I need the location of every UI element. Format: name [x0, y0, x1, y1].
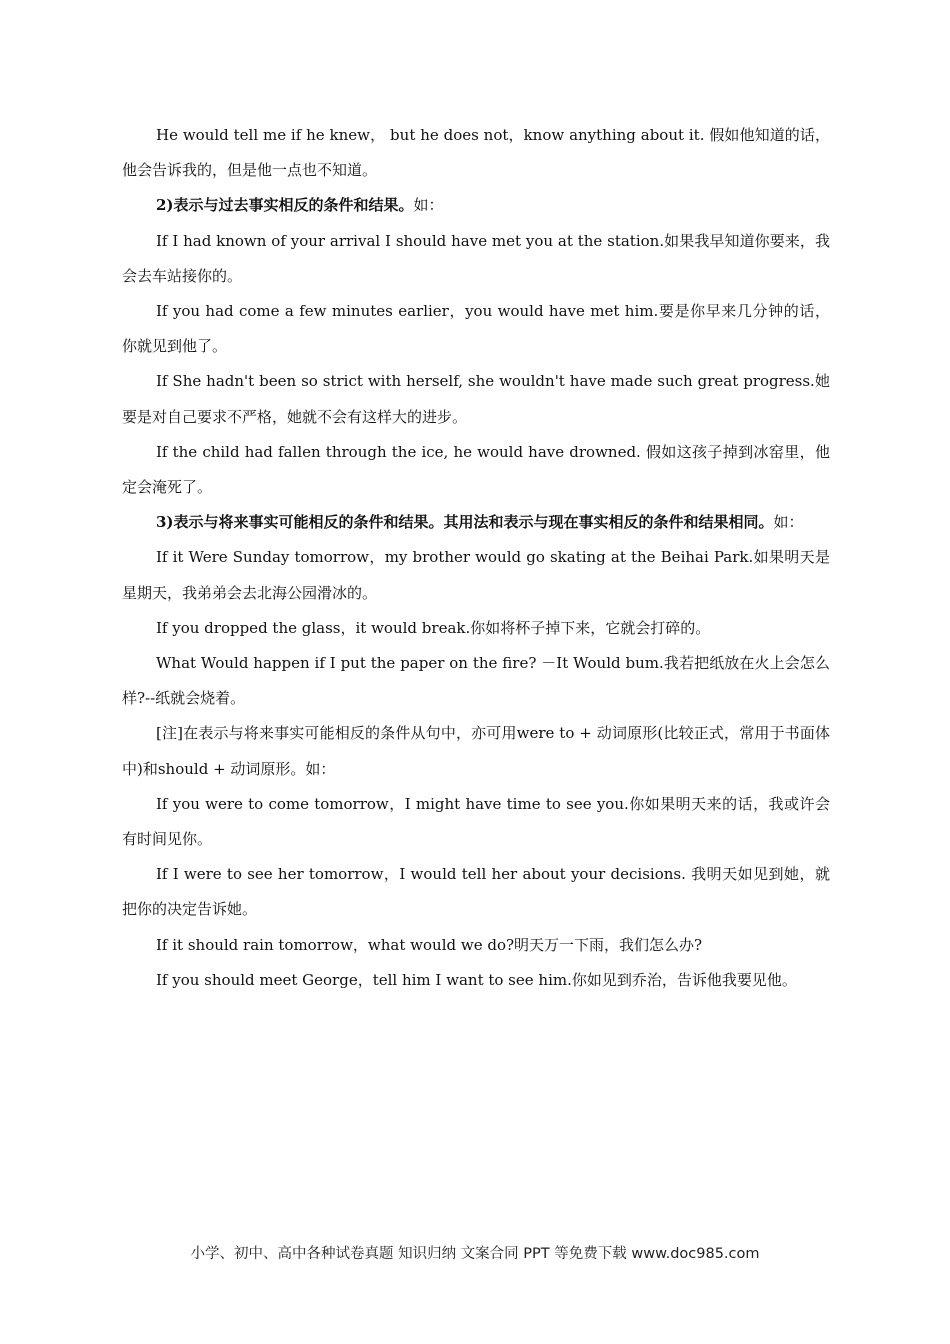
paragraph: If it Were Sunday tomorrow，my brother would go skating at the Beihai Park.如果明天是星期天，我弟弟会去北海公园滑冰的。: [122, 548, 830, 602]
paragraph: If I had known of your arrival I should have met you at the station.如果我早知道你要来，我会去车站接你的。: [122, 231, 830, 285]
heading-suffix: 如：: [773, 513, 804, 532]
paragraph: He would tell me if he knew， but he does not，know anything about it. 假如他知道的话，他会告诉我的，但是他一点也不知道。: [122, 126, 830, 180]
heading-text: 2)表示与过去事实相反的条件和结果。: [156, 196, 414, 215]
section-heading-future: [122, 505, 830, 540]
paragraph: If it should rain tomorrow，what would we do?明天万一下雨，我们怎么办?: [156, 935, 703, 954]
paragraph: If you had come a few minutes earlier，you would have met him.要是你早来几分钟的话，你就见到他了。: [122, 302, 830, 356]
paragraph: What Would happen if I put the paper on the fire? －It Would bum.我若把纸放在火上会怎么样?--纸就会烧着。: [122, 654, 830, 708]
paragraph: If you dropped the glass，it would break.你如将杯子掉下来，它就会打碎的。: [156, 618, 711, 637]
note-paragraph: [注]在表示与将来事实可能相反的条件从句中，亦可用were to + 动词原形(比较正式，常用于书面体中)和should + 动词原形。如：: [122, 724, 830, 778]
paragraph: If you were to come tomorrow，I might have time to see you.你如果明天来的话，我或许会有时间见你。: [122, 794, 830, 849]
heading-suffix: 如：: [413, 196, 444, 215]
paragraph: If She hadn't been so strict with herself, she wouldn't have made such great progress.她要是对自己要求不严格，她就不会有这样大的进步。: [122, 372, 830, 426]
paragraph: If I were to see her tomorrow，I would tell her about your decisions. 我明天如见到她，就把你的决定告诉她。: [122, 865, 830, 919]
document-body: [122, 118, 830, 998]
section-heading-past: [122, 188, 830, 223]
paragraph: If the child had fallen through the ice, he would have drowned. 假如这孩子掉到冰窑里，他定会淹死了。: [122, 442, 830, 497]
paragraph: If you should meet George，tell him I want to see him.你如见到乔治，告诉他我要见他。: [156, 970, 797, 989]
page-footer: 小学、初中、高中各种试卷真题 知识归纳 文案合同 PPT 等免费下载 www.doc985.com: [190, 1246, 760, 1262]
heading-text: 3)表示与将来事实可能相反的条件和结果。其用法和表示与现在事实相反的条件和结果相同。: [156, 513, 774, 532]
